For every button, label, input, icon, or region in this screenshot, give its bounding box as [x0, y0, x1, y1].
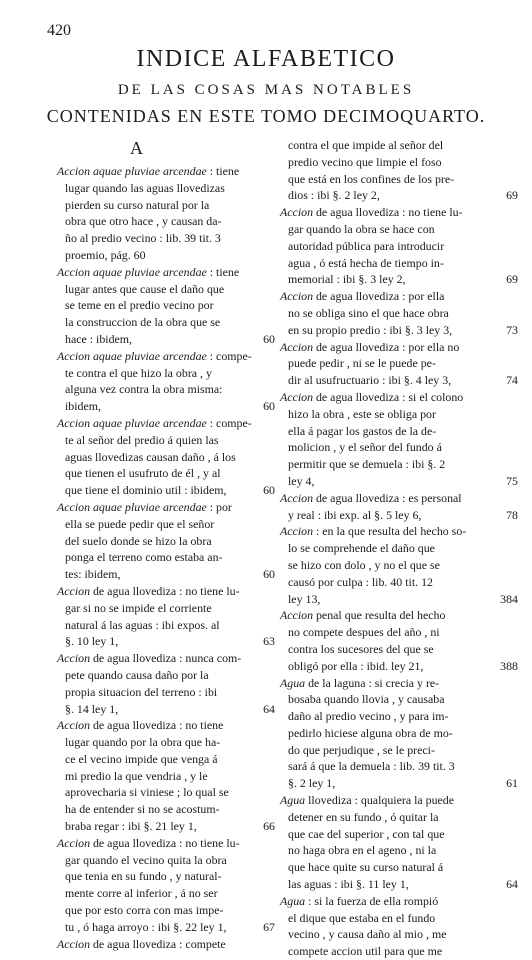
index-entry-line: contra los sucesores del que se: [288, 641, 434, 656]
index-entry-line: Accion de agua llovediza : no tiene lu-: [280, 205, 463, 220]
index-entry-line: Accion aquae pluviae arcendae : tiene: [57, 164, 240, 178]
index-entry-line: que cae del superior , con tal que: [288, 826, 445, 841]
index-entry-line: Accion penal que resulta del hecho: [280, 608, 446, 623]
index-entry-line: aprovecharia si viniese ; lo qual se: [65, 785, 229, 800]
index-entry-line: Accion aquae pluviae arcendae : compe-: [57, 415, 252, 430]
index-entry-line: se teme en el predio vecino por: [65, 298, 214, 313]
index-entry-line: pierden su curso natural por la: [65, 197, 210, 212]
index-entry-line: lugar quando las aguas llovedizas: [65, 180, 225, 195]
index-entry-line: natural á las aguas : ibi expos. al: [65, 617, 220, 632]
index-entry-line: memorial : ibi §. 3 ley 2,: [288, 272, 406, 287]
index-entry-line: Accion : en la que resulta del hecho so-: [280, 524, 467, 539]
index-entry-line: tes: ibidem,: [65, 567, 121, 582]
index-entry-line: ponga el terreno como estaba an-: [65, 550, 223, 565]
index-entry-line: pete quando causa daño por la: [65, 667, 209, 682]
index-entry-line: §. 10 ley 1,: [65, 634, 119, 649]
index-entry-line: Agua de la laguna : si crecia y re-: [280, 675, 440, 690]
index-entry-line: no haga obra en el ageno , ni la: [288, 843, 437, 858]
index-entry-line: dir al usufructuario : ibi §. 4 ley 3,: [288, 373, 452, 388]
index-entry-line: lugar quando por la obra que ha-: [65, 735, 221, 750]
index-entry-line: §. 2 ley 1,: [288, 776, 336, 791]
page-reference: 73: [506, 322, 518, 337]
index-entry-line: Agua llovediza : qualquiera la puede: [280, 793, 455, 808]
page-reference: 388: [500, 658, 518, 673]
index-entry-line: tu , ó haga arroyo : ibi §. 22 ley 1,: [65, 919, 227, 934]
index-entry-line: obra que otro hace , y causan da-: [65, 214, 222, 229]
index-entry-line: Accion de agua llovediza : no tiene: [57, 718, 224, 733]
index-entry-line: Accion de agua llovediza : si el colono: [280, 389, 464, 404]
index-entry-line: que hace quite su curso natural á: [288, 860, 444, 875]
page-reference: 69: [506, 188, 518, 203]
index-entry: [57, 415, 275, 499]
index-entry: [57, 348, 275, 415]
index-entry-line: no se obliga sino el que hace obra: [288, 305, 449, 320]
index-entry-line: permitir que se demuela : ibi §. 2: [288, 457, 446, 472]
page-reference: 60: [263, 399, 275, 414]
index-entry: [280, 490, 518, 524]
index-entry: [57, 499, 275, 583]
index-entry-line: te al señor del predio á quien las: [65, 432, 219, 447]
index-entry: [280, 339, 518, 389]
index-entry-line: gar quando el vecino quita la obra: [65, 852, 227, 867]
index-entry-line: el dique que estaba en el fundo: [288, 910, 436, 925]
index-entry-line: aguas llovedizas causan daño , á los: [65, 449, 236, 464]
index-entry-line: daño al predio vecino , y para im-: [288, 709, 449, 724]
page-reference: 60: [263, 567, 275, 582]
index-entry-line: ley 13,: [288, 591, 321, 606]
index-entry: [280, 607, 518, 674]
index-entry-line: ella se puede pedir que el señor: [65, 516, 215, 531]
index-entry: [57, 936, 269, 953]
index-entry-line: Accion de agua llovediza : nunca com-: [57, 651, 242, 666]
page-reference: 64: [506, 877, 518, 892]
index-entry-line: compete accion util para que me: [288, 944, 443, 959]
index-subtitle: DE LAS COSAS MAS NOTABLES: [117, 82, 415, 98]
page-reference: 75: [506, 473, 518, 488]
page-reference: 384: [500, 591, 518, 606]
index-entry: [280, 675, 518, 793]
index-entry-line: agua , ó está hecha de tiempo in-: [288, 255, 444, 270]
index-entry-line: del suelo donde se hizo la obra: [65, 533, 212, 548]
index-entry-line: Accion de agua llovediza : por ella: [280, 289, 445, 304]
page-reference: 66: [263, 819, 275, 834]
index-entry-line: dios : ibi §. 2 ley 2,: [288, 188, 380, 203]
index-entry-line: bosaba quando llovia , y causaba: [288, 692, 445, 707]
index-entry-line: Agua : si la fuerza de ella rompió: [280, 893, 439, 908]
index-title: INDICE ALFABETICO: [136, 46, 396, 72]
index-subtitle-volume: CONTENIDAS EN ESTE TOMO DECIMOQUARTO.: [46, 106, 486, 126]
index-entry-line: sará á que la demuela : lib. 39 tit. 3: [288, 759, 455, 774]
page-reference: 60: [263, 483, 275, 498]
index-entry-line: Accion de agua llovediza : es personal: [280, 490, 462, 505]
index-entry: [280, 893, 512, 960]
index-entry: [280, 792, 518, 893]
index-entry-line: ella á pagar los gastos de la de-: [288, 423, 437, 438]
index-entry-line: que tiene el dominio util : ibidem,: [65, 483, 227, 498]
index-entry-line: Accion aquae pluviae arcendae : compe-: [57, 348, 252, 363]
index-entry-line: §. 14 ley 1,: [65, 701, 119, 716]
index-entry-line: hizo la obra , este se obliga por: [288, 406, 436, 421]
index-entry-line: Accion de agua llovediza : no tiene lu-: [57, 835, 240, 850]
index-entry: [57, 650, 275, 717]
index-entry-line: mi predio la que vendria , y le: [65, 768, 208, 783]
index-entry-line: Accion de agua llovediza : por ella no: [280, 339, 460, 354]
index-entry-line: predio vecino que limpie el foso: [288, 154, 442, 169]
index-entry-line: gar si no se impide el corriente: [65, 600, 212, 615]
index-entry: [280, 288, 518, 338]
index-entry-line: ha de entender si no se acostum-: [65, 802, 220, 817]
index-entry: [57, 264, 275, 348]
index-entry-line: vecino , y causa daño al mio , me: [288, 927, 447, 942]
index-entry-line: que tenia en su fundo , y natural-: [65, 869, 222, 884]
index-entry-line: que está en los confines de los pre-: [288, 171, 455, 186]
index-entry-line: lo se comprehende el daño que: [288, 541, 435, 556]
page-reference: 67: [263, 919, 275, 934]
index-entry-line: contra el que impide al señor del: [288, 138, 444, 152]
page-reference: 78: [506, 507, 518, 522]
index-entry-line: ño al predio vecino : lib. 39 tit. 3: [65, 231, 221, 246]
index-entry-line: mente corre al inferior , á no ser: [65, 886, 218, 901]
index-entry-line: autoridad pública para introducir: [288, 238, 445, 253]
index-entry: [280, 389, 518, 490]
index-entry: [57, 717, 275, 835]
index-entry-line: braba regar : ibi §. 21 ley 1,: [65, 819, 197, 834]
page-reference: 60: [263, 331, 275, 346]
index-entry-line: y real : ibi exp. al §. 5 ley 6,: [288, 507, 422, 522]
index-entry-line: en su propio predio : ibi §. 3 ley 3,: [288, 322, 453, 337]
index-entry-line: Accion aquae pluviae arcendae : tiene: [57, 264, 240, 279]
index-entry: [280, 523, 518, 607]
index-entry-line: te contra el que hizo la obra , y: [65, 365, 212, 380]
index-entry-line: molicion , y el señor del fundo á: [288, 440, 442, 455]
page-reference: 74: [506, 373, 518, 388]
index-entry-line: detener en su fundo , ó quitar la: [288, 809, 439, 824]
section-letter: A: [130, 138, 143, 158]
page-reference: 63: [263, 634, 275, 649]
right-column: [280, 137, 518, 960]
index-entry-line: Accion aquae pluviae arcendae : por: [57, 499, 232, 514]
index-entry-line: ce el vecino impide que venga á: [65, 751, 218, 766]
left-column: [57, 163, 275, 952]
index-entry: [280, 137, 518, 204]
page-reference: 64: [263, 701, 275, 716]
index-entry-line: gar quando la obra se hace con: [288, 221, 435, 236]
page-reference: 69: [506, 272, 518, 287]
index-entry-line: lugar antes que cause el daño que: [65, 281, 225, 296]
index-entry: [57, 163, 269, 264]
index-entry-line: propia situacion del terreno : ibi: [65, 684, 218, 699]
index-entry: [57, 583, 275, 650]
index-entry: [57, 835, 275, 936]
index-entry-line: alguna vez contra la obra misma:: [65, 382, 223, 397]
index-entry-line: Accion de agua llovediza : no tiene lu-: [57, 583, 240, 598]
index-entry-line: ley 4,: [288, 473, 315, 488]
index-entry-line: no compete despues del año , ni: [288, 625, 440, 640]
index-entry-line: la construccion de la obra que se: [65, 315, 221, 330]
index-entry-line: hace : ibidem,: [65, 331, 133, 346]
index-entry: [280, 204, 518, 288]
index-entry-line: se hizo con dolo , y no el que se: [288, 557, 440, 572]
page-number: 420: [47, 22, 71, 39]
index-entry-line: Accion de agua llovediza : compete: [57, 936, 226, 951]
page-reference: 61: [506, 776, 518, 791]
index-entry-line: puede pedir , ni se le puede pe-: [288, 356, 436, 371]
index-entry-line: obligó por ella : ibid. ley 21,: [288, 658, 424, 673]
index-entry-line: que por esto corra con mas impe-: [65, 903, 224, 918]
index-entry-line: ibidem,: [65, 399, 101, 414]
index-entry-line: pedirlo hiciese alguna obra de mo-: [288, 725, 453, 740]
index-entry-line: causó por culpa : lib. 40 tit. 12: [288, 574, 433, 589]
index-entry-line: que tienen el usufruto de él , y al: [65, 466, 221, 481]
index-entry-line: proemio, pág. 60: [65, 247, 146, 262]
index-entry-line: las aguas : ibi §. 11 ley 1,: [288, 877, 409, 892]
index-entry-line: do que perjudique , se le preci-: [288, 742, 435, 757]
